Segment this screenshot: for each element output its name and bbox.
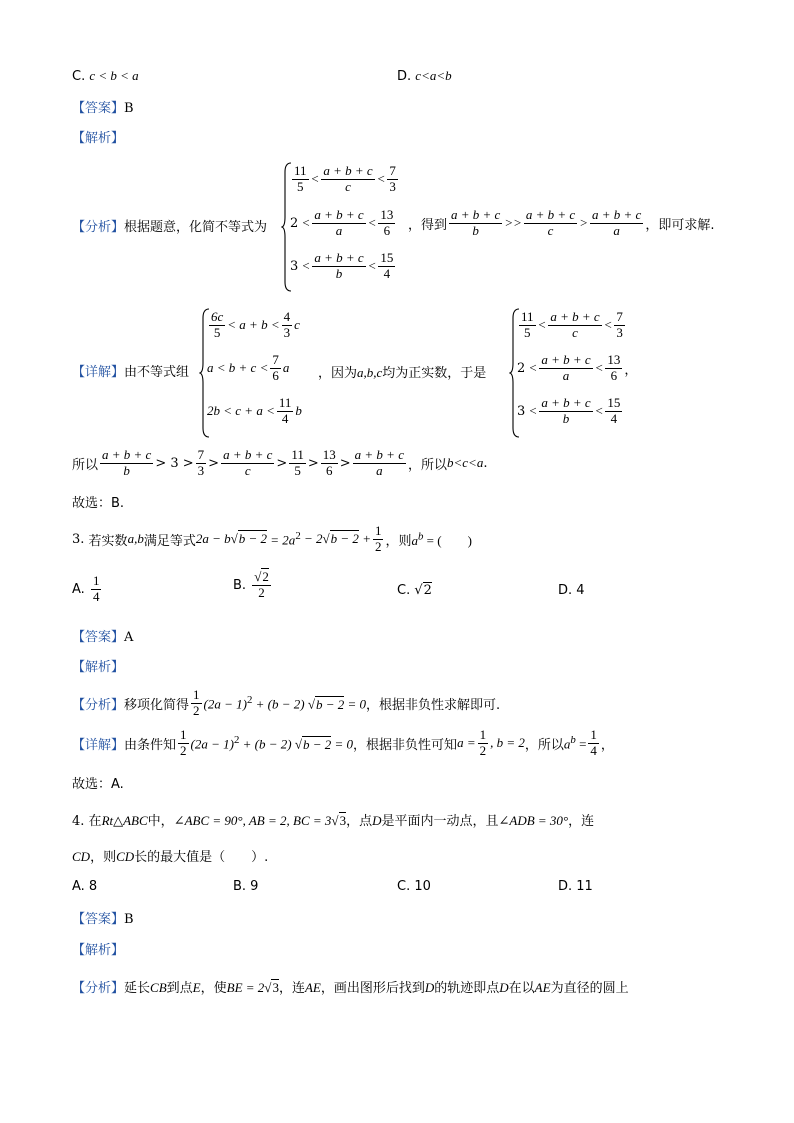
q3-choice: 故选：A. bbox=[72, 777, 124, 792]
q2-choice: 故选：B. bbox=[72, 496, 125, 511]
q3-answer: 【答案】A bbox=[72, 630, 134, 645]
q2-xj-right-row3: 3 < $\frac{a + b + c}{b}$ < $\frac{15}{4}$ bbox=[517, 395, 621, 426]
q2-xj-left-row3: 2b < c + a < $\frac{11}{4}$ b bbox=[207, 395, 302, 426]
answer-tag: 【答案】 bbox=[72, 101, 125, 116]
analysis-tag: 【解析】 bbox=[72, 131, 125, 146]
q2-answer bbox=[72, 101, 134, 117]
fenxi-tag: 【分析】 bbox=[72, 220, 125, 235]
q2-option-d bbox=[397, 68, 452, 85]
q2-xj-right-row1: $\frac{11}{5}$ < $\frac{a + b + c}{c}$ < $\frac{7}{3}$ bbox=[521, 309, 623, 340]
q3-fenxi: 【分析】 移项化简得 $\frac{1}{2}$ $(2a - 1)^2 + (b - 2)$ √b − 2 = 0 ，根据非负性求解即可. bbox=[72, 687, 501, 718]
q2-option-d-text: c<a<b bbox=[415, 68, 452, 83]
answer-value: B bbox=[124, 101, 134, 116]
q4-option-c: C. 10 bbox=[397, 879, 431, 894]
q3-stem: 3. 若实数 a,b 满足等式 2a − b √b − 2 = $2a^2$ − 2√b − 2 + $\frac{1}{2}$ ，则 $a^b$ = ( ) bbox=[72, 523, 472, 554]
q4-option-d: D. 11 bbox=[558, 879, 593, 894]
q3-option-d: D. 4 bbox=[558, 583, 585, 598]
q3-option-a: A. $\frac{1}{4}$ bbox=[72, 573, 100, 604]
q2-analysis-heading bbox=[72, 131, 124, 147]
q4-option-a: A. 8 bbox=[72, 879, 98, 894]
q2-conclusion-line: 所以 $\frac{a + b + c}{b}$ > 3 > $\frac{7}{3}$ > $\frac{a + b + c}{c}$ > $\frac{11}{5}$ > $\frac{13}{6}$ > $\frac{a + b + c}{a}$ ，所以 b<c<a . bbox=[72, 447, 488, 478]
q2-fenxi-sys-row1: $\frac{11}{5}$ < $\frac{a + b + c}{c}$ < $\frac{7}{3}$ bbox=[294, 163, 396, 194]
q2-xiangjie-label: 【详解】由不等式组 bbox=[72, 365, 190, 380]
q4-answer: 【答案】B bbox=[72, 912, 134, 927]
q4-stem-line1: 4. 在Rt△ABC中，∠ABC = 90°, AB = 2, BC = 3√3，点D是平面内一动点，且∠ADB = 30°，连 bbox=[72, 813, 595, 829]
q3-option-c: C. √2 bbox=[397, 583, 432, 598]
q3-xiangjie: 【详解】 由条件知 $\frac{1}{2}$ $(2a - 1)^2 + (b - 2)$ √b − 2 = 0 ，根据非负性可知 a = $\frac{1}{2}$ , b = 2 ，所以 $a^b$ = $\frac{1}{4}$ ， bbox=[72, 727, 614, 758]
q2-fenxi-chain: ，得到 $\frac{a + b + c}{b}$ >> $\frac{a + b + c}{c}$ > $\frac{a + b + c}{a}$ ，即可求解. bbox=[408, 207, 715, 238]
q4-option-b: B. 9 bbox=[233, 879, 259, 894]
q2-xj-left-row1: $\frac{6c}{5}$ < a + b < $\frac{4}{3}$ c bbox=[211, 309, 300, 340]
q4-analysis-heading: 【解析】 bbox=[72, 943, 125, 958]
q3-analysis-heading: 【解析】 bbox=[72, 660, 125, 675]
q2-fenxi-sys-row3: 3 < $\frac{a + b + c}{b}$ < $\frac{15}{4}$ bbox=[290, 250, 394, 281]
q2-option-c bbox=[72, 68, 139, 85]
q2-xj-text-mid: ，因为a,b,c均为正实数，于是 bbox=[318, 365, 487, 381]
q3-option-b: B. $\frac{√2}{2}$ bbox=[233, 569, 269, 600]
q2-fenxi-label bbox=[72, 220, 267, 236]
q4-stem-line2: CD，则CD长的最大值是（ ）. bbox=[72, 849, 269, 865]
q2-option-c-label: C. bbox=[72, 69, 86, 84]
q2-xj-left-row2: a < b + c < $\frac{7}{6}$ a bbox=[207, 352, 290, 383]
q2-xj-right-row2: 2 < $\frac{a + b + c}{a}$ < $\frac{13}{6}$ ， bbox=[517, 352, 638, 383]
q2-fenxi-sys-row2: 2 < $\frac{a + b + c}{a}$ < $\frac{13}{6}$ bbox=[290, 207, 394, 238]
q2-option-c-text: c < b < a bbox=[89, 68, 139, 83]
q2-fenxi-text1: 根据题意，化简不等式为 bbox=[124, 220, 268, 235]
q4-fenxi: 【分析】延长CB到点E，使BE = 2√3，连AE，画出图形后找到D的轨迹即点D在以AE为直径的圆上 bbox=[72, 980, 629, 996]
xiangjie-tag: 【详解】 bbox=[72, 365, 125, 380]
q2-option-d-label: D. bbox=[397, 69, 412, 84]
